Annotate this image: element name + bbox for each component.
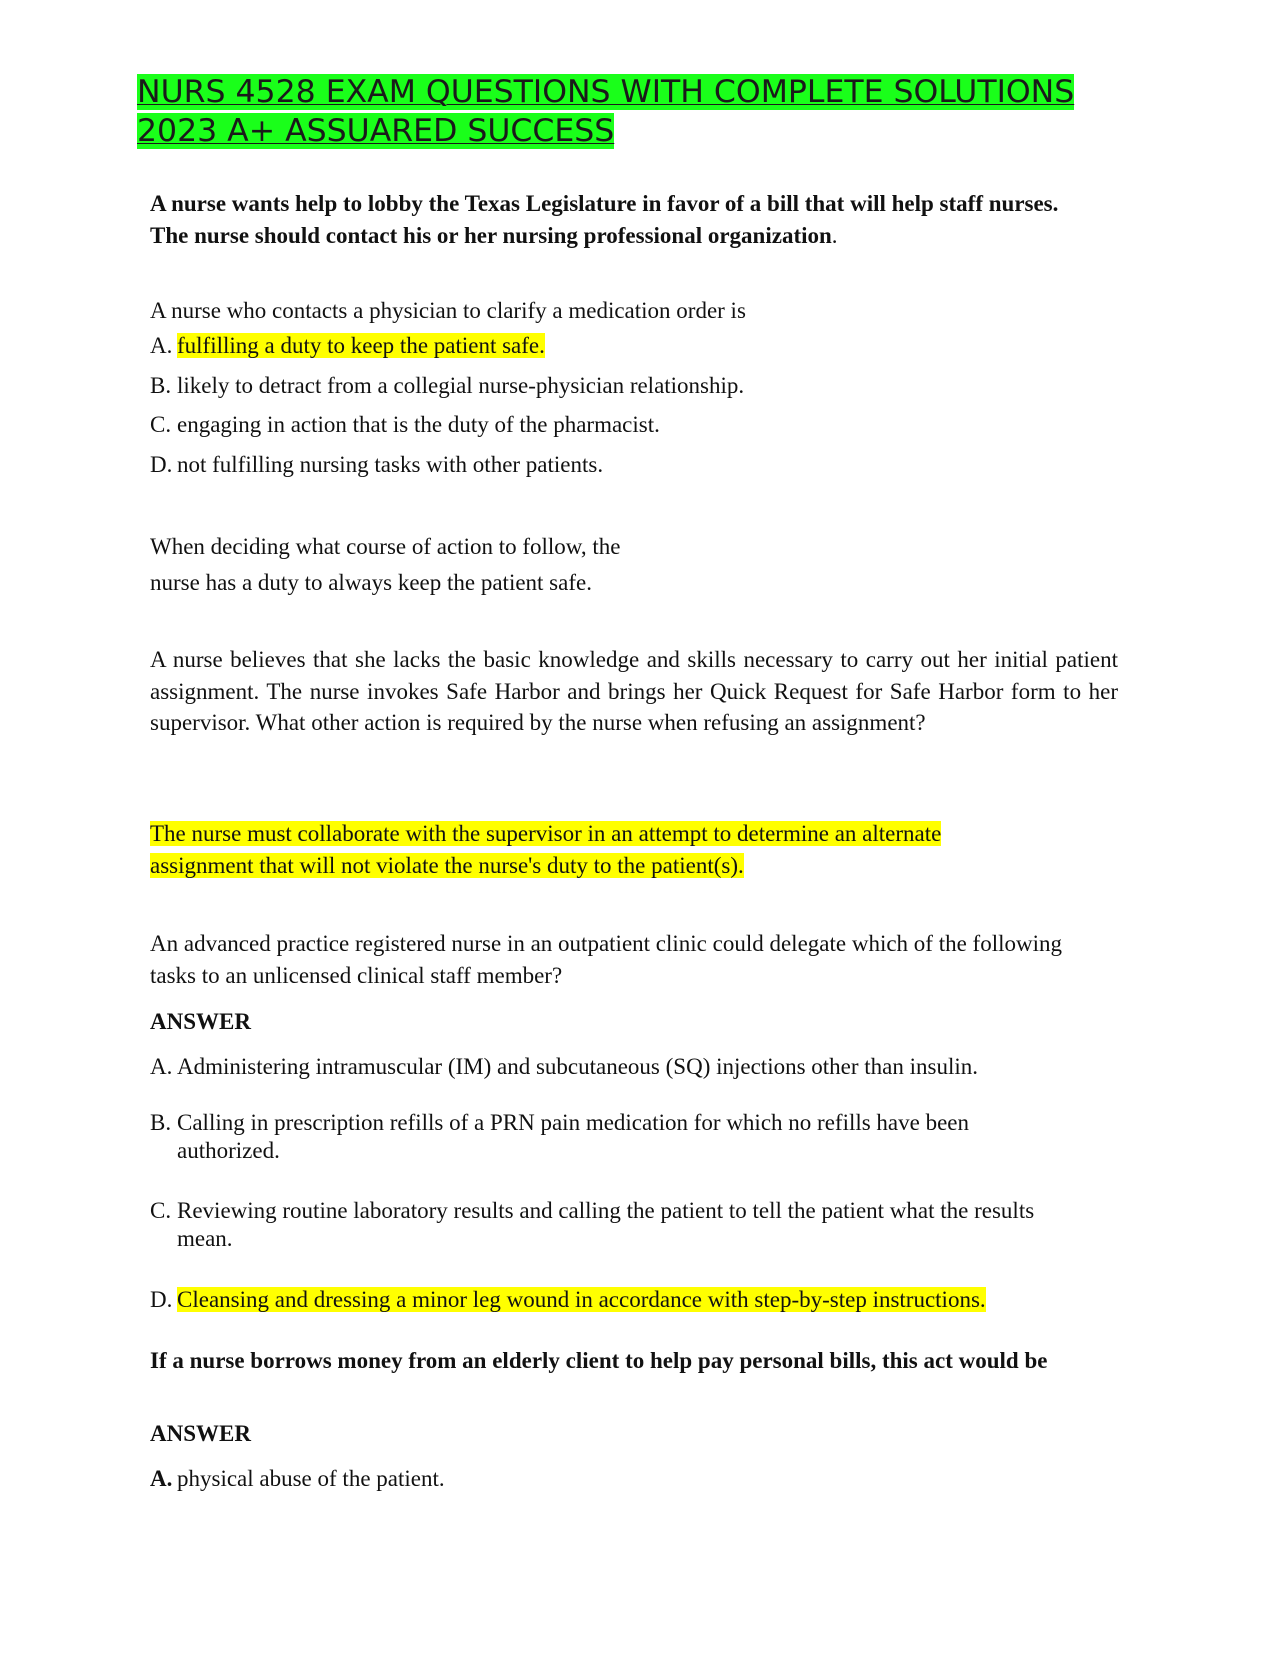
question-4-option-d bbox=[150, 1286, 1150, 1314]
question-5-stem: If a nurse borrows money from an elderly client to help pay personal bills, this act would be bbox=[150, 1348, 1048, 1373]
question-4-option-c bbox=[150, 1197, 1050, 1253]
rationale-line-1: When deciding what course of action to follow, the bbox=[150, 534, 621, 559]
question-2-option-b bbox=[150, 372, 1050, 400]
option-text: engaging in action that is the duty of the pharmacist. bbox=[177, 412, 660, 437]
option-letter: B. bbox=[150, 373, 172, 398]
option-text: Calling in prescription refills of a PRN pain medication for which no refills have been authorized. bbox=[177, 1110, 970, 1163]
option-text: not fulfilling nursing tasks with other patients. bbox=[177, 452, 604, 477]
question-3-stem: A nurse believes that she lacks the basic knowledge and skills necessary to carry out her initial patient assignment. The nurse invokes Safe Harbor and brings her Quick Request for Safe Harbor form to her supervisor. What other action is required by the nurse when refusing an assignment? bbox=[150, 647, 1118, 735]
question-5-answer-label: ANSWER bbox=[150, 1421, 251, 1446]
question-1-text: A nurse wants help to lobby the Texas Legislature in favor of a bill that will help staff nurses. The nurse should contact his or her nursing professional organization bbox=[150, 191, 1059, 248]
question-4-option-a bbox=[150, 1053, 1150, 1081]
option-text: Reviewing routine laboratory results and calling the patient to tell the patient what the results mean. bbox=[177, 1198, 1035, 1251]
question-1 bbox=[150, 188, 1080, 251]
question-3-answer bbox=[150, 818, 1050, 881]
rationale-line-2: nurse has a duty to always keep the patient safe. bbox=[150, 570, 592, 595]
option-letter: D. bbox=[150, 1287, 173, 1312]
option-letter: B. bbox=[150, 1110, 172, 1135]
question-2-stem: A nurse who contacts a physician to clarify a medication order is bbox=[150, 298, 746, 323]
question-2-option-a bbox=[150, 332, 1050, 360]
question-4-answer-label: ANSWER bbox=[150, 1009, 251, 1034]
question-4-stem: An advanced practice registered nurse in an outpatient clinic could delegate which of the following tasks to an unlicensed clinical staff member? bbox=[150, 931, 1062, 988]
answer-highlighted: The nurse must collaborate with the supervisor in an attempt to determine an alternate assignment that will not violate the nurse's duty to the patient(s). bbox=[150, 821, 942, 878]
option-letter: D. bbox=[150, 452, 173, 477]
question-5-option-a bbox=[150, 1465, 1050, 1493]
option-text-highlighted: fulfilling a duty to keep the patient safe. bbox=[177, 333, 545, 358]
rationale-note bbox=[150, 529, 850, 601]
option-text: Administering intramuscular (IM) and subcutaneous (SQ) injections other than insulin. bbox=[177, 1054, 979, 1079]
option-letter: C. bbox=[150, 412, 172, 437]
option-letter: C. bbox=[150, 1198, 172, 1223]
question-4-option-b bbox=[150, 1109, 1000, 1165]
title-line-1: NURS 4528 EXAM QUESTIONS WITH COMPLETE SOLUTIONS bbox=[137, 74, 1075, 110]
option-letter: A. bbox=[150, 1054, 173, 1079]
document-title bbox=[137, 73, 1147, 151]
option-text-highlighted: Cleansing and dressing a minor leg wound in accordance with step-by-step instructions. bbox=[177, 1287, 986, 1312]
question-1-period: . bbox=[831, 222, 838, 248]
title-line-2: 2023 A+ ASSUARED SUCCESS bbox=[137, 113, 615, 149]
question-2-option-d bbox=[150, 451, 1050, 479]
option-letter: A. bbox=[150, 1466, 173, 1491]
option-text: likely to detract from a collegial nurse-physician relationship. bbox=[177, 373, 745, 398]
option-text: physical abuse of the patient. bbox=[177, 1466, 445, 1491]
option-letter: A. bbox=[150, 333, 173, 358]
question-2-option-c bbox=[150, 411, 1050, 439]
